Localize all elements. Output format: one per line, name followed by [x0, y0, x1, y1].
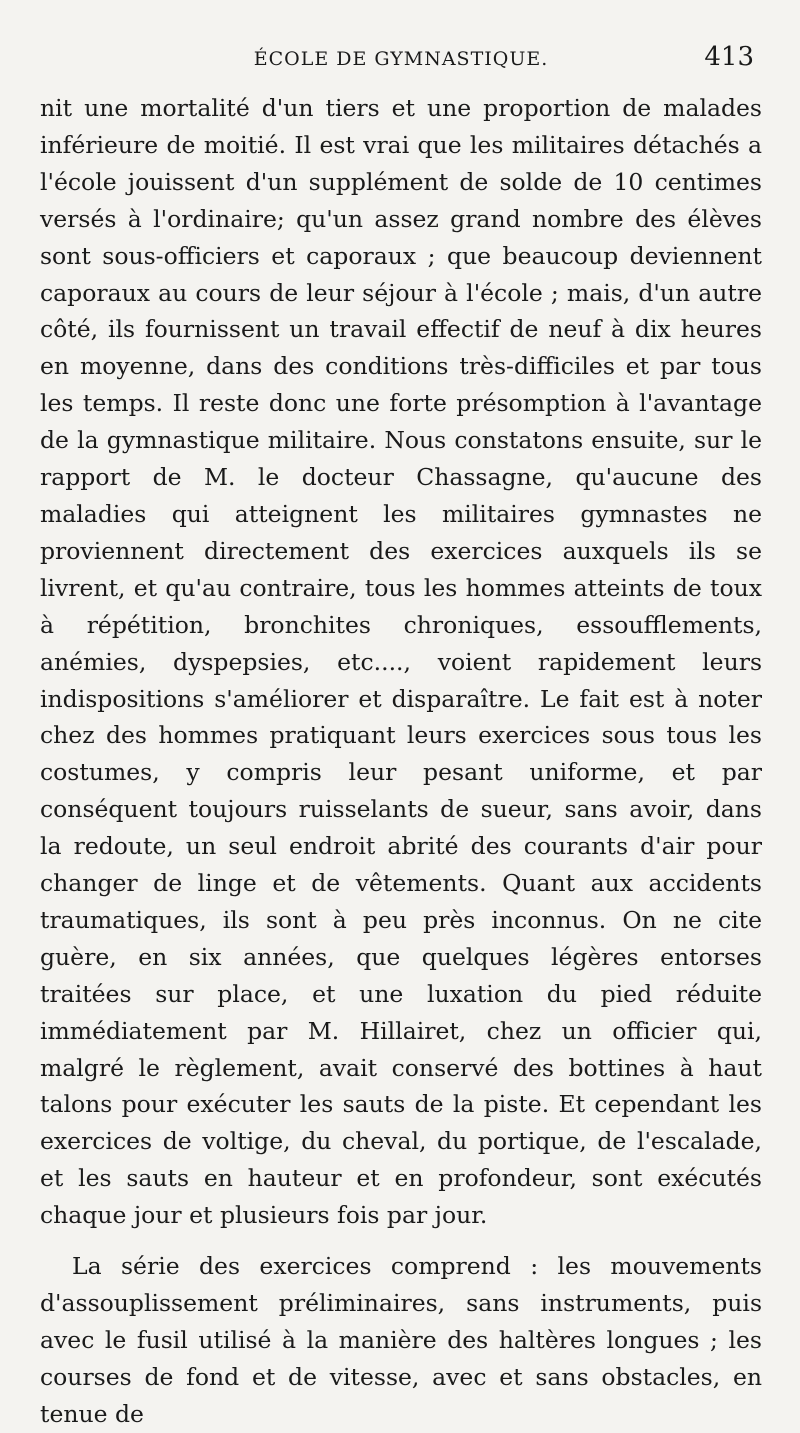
running-title: ÉCOLE DE GYMNASTIQUE.: [253, 48, 549, 70]
body-text: [40, 90, 762, 1433]
running-head: [40, 40, 762, 80]
paragraph-2: La série des exercices comprend : les mouvements d'assouplissement préliminaires, sans instruments, puis avec le fusil utilisé à la manière des haltères longues ; les courses de fond et de vitesse, avec et sans obstacles, en tenue de: [40, 1252, 762, 1428]
page-number: 413: [704, 42, 754, 72]
paragraph-1: nit une mortalité d'un tiers et une proportion de malades inférieure de moitié. Il est vrai que les militaires détachés a l'école jouissent d'un supplément de solde de 10 centimes versés à l'ordinaire; qu'un assez grand nombre des élèves sont sous-officiers et caporaux ; que beaucoup deviennent caporaux au cours de leur séjour à l'école ; mais, d'un autre côté, ils fournissent un travail effectif de neuf à dix heures en moyenne, dans des conditions très-difficiles et par tous les temps. Il reste donc une forte présomption à l'avantage de la gymnastique militaire. Nous constatons ensuite, sur le rapport de M. le docteur Chassagne, qu'aucune des maladies qui atteignent les militaires gymnastes ne proviennent directement des exercices auxquels ils se livrent, et qu'au contraire, tous les hommes atteints de toux à répétition, bronchites chroniques, essoufflements, anémies, dyspepsies, etc...., voient rapidement leurs indispositions s'améliorer et disparaître. Le fait est à noter chez des hommes pratiquant leurs exercices sous tous les costumes, y compris leur pesant uniforme, et par conséquent toujours ruisselants de sueur, sans avoir, dans la redoute, un seul endroit abrité des courants d'air pour changer de linge et de vêtements. Quant aux accidents traumatiques, ils sont à peu près inconnus. On ne cite guère, en six années, que quelques légères entorses traitées sur place, et une luxation du pied réduite immédiatement par M. Hillairet, chez un officier qui, malgré le règlement, avait conservé des bottines à haut talons pour exécuter les sauts de la piste. Et cependant les exercices de voltige, du cheval, du portique, de l'escalade, et les sauts en hauteur et en profondeur, sont exécutés chaque jour et plusieurs fois par jour.: [40, 94, 762, 1230]
